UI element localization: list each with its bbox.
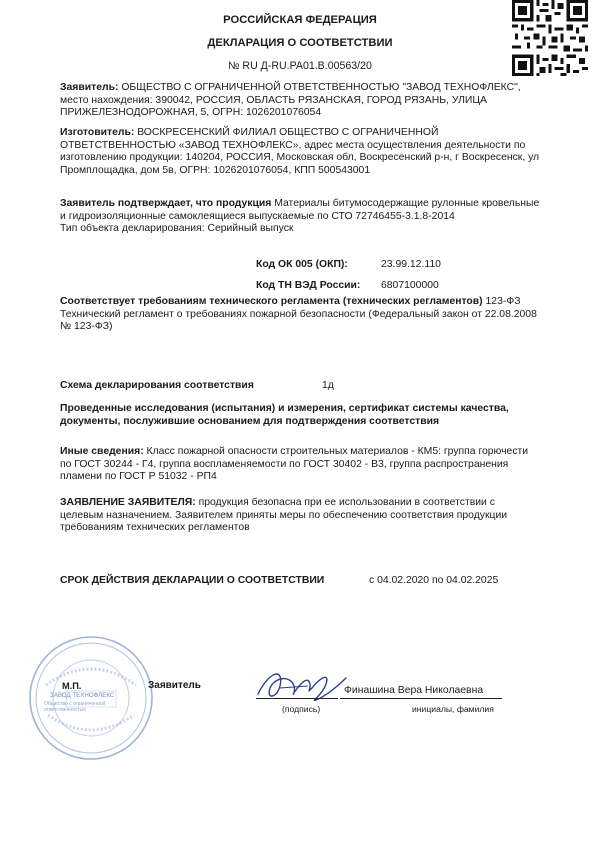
- compliance-label: Соответствует требованиям технического регламента (технических регламентов): [60, 296, 483, 307]
- manufacturer-line-3: изготовлению продукции: 140204, РОССИЯ, Московская обл, Воскресенский р-н, г Воскресенск, ул: [60, 152, 540, 164]
- scheme-label: Схема декларирования соответствия: [60, 380, 254, 391]
- applicant-line-1: ОБЩЕСТВО С ОГРАНИЧЕННОЙ ОТВЕТСТВЕННОСТЬЮ "ЗАВОД ТЕХНОФЛЕКС",: [121, 82, 521, 93]
- statement-line-1: продукция безопасна при ее использовании в соответствии с: [198, 497, 495, 508]
- statement-label: ЗАЯВЛЕНИЕ ЗАЯВИТЕЛЯ:: [60, 497, 196, 508]
- applicant-label: Заявитель:: [60, 82, 119, 93]
- other-info-label: Иные сведения:: [60, 446, 144, 457]
- manufacturer-section: [60, 127, 580, 177]
- compliance-section: [60, 296, 580, 334]
- okp-code-label: Код ОК 005 (ОКП):: [256, 259, 348, 270]
- basis-line-2: документы, послужившие основанием для подтверждения соответствия: [60, 415, 440, 427]
- applicant-line-3: ПРИЖЕЛЕЗНОДОРОЖНАЯ, 5, ОГРН: 1026201076054: [60, 107, 322, 119]
- other-info-line-3: пламени по ГОСТ Р 51032 - РП4: [60, 471, 217, 483]
- product-line-2: и гидроизоляционные самоклеящиеся выпускаемые по СТО 72746455-3.1.8-2014: [60, 210, 455, 222]
- compliance-line-1: 123-ФЗ: [485, 296, 521, 307]
- manufacturer-label: Изготовитель:: [60, 127, 135, 138]
- basis-line-1: Проведенные исследования (испытания) и измерения, сертификат системы качества,: [60, 403, 509, 414]
- document-title: ДЕКЛАРАЦИЯ О СООТВЕТСТВИИ: [207, 37, 393, 49]
- manufacturer-line-1: ВОСКРЕСЕНСКИЙ ФИЛИАЛ ОБЩЕСТВО С ОГРАНИЧЕННОЙ: [137, 127, 439, 138]
- product-label: Заявитель подтверждает, что продукция: [60, 198, 272, 209]
- seal-text-2: Общество с ограниченной ответственностью: [44, 701, 106, 713]
- other-info-line-1: Класс пожарной опасности строительных материалов - КМ5: группа горючести: [146, 446, 529, 457]
- validity-value: с 04.02.2020 по 04.02.2025: [369, 575, 499, 586]
- signature-line: [256, 698, 338, 699]
- scheme-value: 1д: [322, 380, 334, 391]
- other-info-line-2: по ГОСТ 30244 - Г4, группа воспламеняемости по ГОСТ 30402 - В3, группа распространения: [60, 458, 509, 470]
- product-line-1: Материалы битумосодержащие рулонные кровельные: [274, 198, 540, 209]
- compliance-line-2: Технический регламент о требованиях пожарной безопасности (Федеральный закон от 22.08.2008: [60, 308, 537, 320]
- other-info-section: [60, 446, 580, 484]
- name-caption: инициалы, фамилия: [412, 704, 494, 714]
- okp-code-value: 23.99.12.110: [381, 259, 441, 270]
- validity-label: СРОК ДЕЙСТВИЯ ДЕКЛАРАЦИИ О СООТВЕТСТВИИ: [60, 575, 325, 586]
- basis-section: [60, 403, 580, 428]
- handwritten-signature-icon: [250, 664, 350, 708]
- product-line-3: Тип объекта декларирования: Серийный выпуск: [60, 223, 294, 235]
- country-title: РОССИЙСКАЯ ФЕДЕРАЦИЯ: [223, 14, 377, 26]
- manufacturer-line-2: ОТВЕТСТВЕННОСТЬЮ «ЗАВОД ТЕХНОФЛЕКС», адрес места осуществления деятельности по: [60, 139, 526, 151]
- tnved-code-value: 6807100000: [381, 280, 439, 291]
- product-section: [60, 198, 580, 236]
- statement-line-3: требованиям технических регламентов: [60, 522, 250, 534]
- applicant-section: [60, 82, 580, 120]
- statement-section: [60, 497, 580, 535]
- seal-text-1: ЗАВОД ТЕХНОФЛЕКС: [50, 692, 115, 699]
- name-line: [340, 698, 502, 699]
- statement-line-2: целевым назначением. Заявителем приняты меры по обеспечению соответствия продукции: [60, 509, 508, 521]
- signature-caption: (подпись): [282, 704, 321, 714]
- mp-label: М.П.: [62, 681, 82, 691]
- applicant-sign-label: Заявитель: [148, 680, 201, 691]
- signer-name: Финашина Вера Николаевна: [344, 685, 484, 696]
- tnved-code-label: Код ТН ВЭД России:: [256, 280, 361, 291]
- declaration-number: № RU Д-RU.PA01.B.00563/20: [228, 60, 372, 72]
- compliance-line-3: № 123-ФЗ): [60, 321, 113, 333]
- manufacturer-line-4: Промплощадка, дом 5в, ОГРН: 1026201076054, КПП 500543001: [60, 164, 371, 176]
- applicant-line-2: место нахождения: 390042, РОССИЯ, ОБЛАСТЬ РЯЗАНСКАЯ, ГОРОД РЯЗАНЬ, УЛИЦА: [60, 94, 487, 106]
